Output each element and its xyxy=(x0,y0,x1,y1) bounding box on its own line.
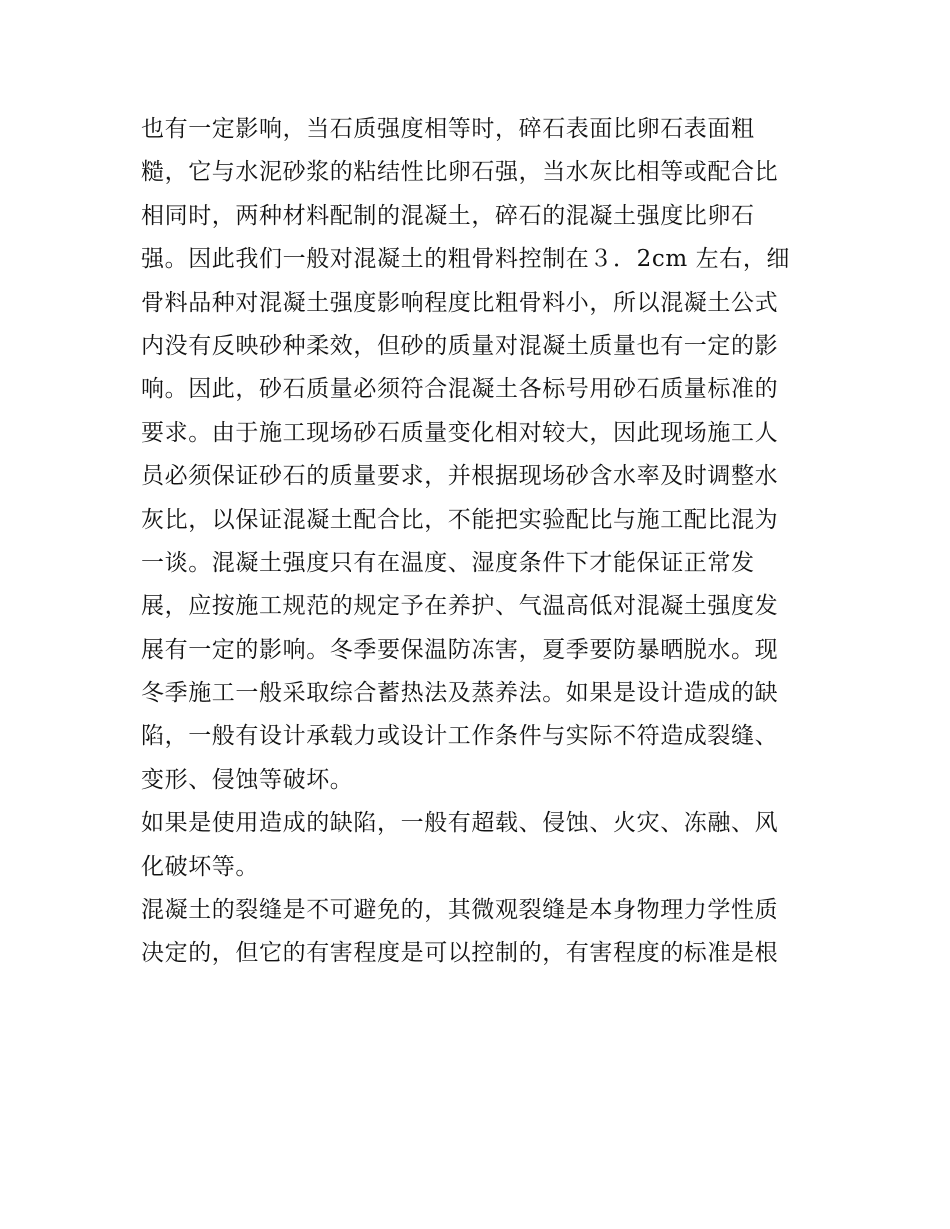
text-line: 化破坏等。 xyxy=(141,853,259,880)
text-line: 强。因此我们一般对混凝土的粗骨料控制在３．2cm 左右，细 xyxy=(141,246,791,273)
text-line: 陷，一般有设计承载力或设计工作条件与实际不符造成裂缝、 xyxy=(141,723,779,750)
text-line: 相同时，两种材料配制的混凝土，碎石的混凝土强度比卵石 xyxy=(141,202,755,229)
text-line: 一谈。混凝土强度只有在温度、湿度条件下才能保证正常发 xyxy=(141,549,755,576)
text-line: 内没有反映砂种柔效，但砂的质量对混凝土质量也有一定的影 xyxy=(141,332,779,359)
text-line: 展有一定的影响。冬季要保温防冻害，夏季要防暴晒脱水。现 xyxy=(141,636,779,663)
text-line: 灰比，以保证混凝土配合比，不能把实验配比与施工配比混为 xyxy=(141,506,779,533)
text-line: 骨料品种对混凝土强度影响程度比粗骨料小，所以混凝土公式 xyxy=(141,289,779,316)
text-line: 员必须保证砂石的质量要求，并根据现场砂含水率及时调整水 xyxy=(141,463,779,490)
paragraph-3 xyxy=(141,889,821,976)
paragraph-2 xyxy=(141,802,821,889)
text-line: 如果是使用造成的缺陷，一般有超载、侵蚀、火灾、冻融、风 xyxy=(141,810,779,837)
text-line: 响。因此，砂石质量必须符合混凝土各标号用砂石质量标准的 xyxy=(141,376,779,403)
text-line: 也有一定影响，当石质强度相等时，碎石表面比卵石表面粗 xyxy=(141,116,755,142)
text-line: 冬季施工一般采取综合蓄热法及蒸养法。如果是设计造成的缺 xyxy=(141,680,779,707)
text-line: 糙，它与水泥砂浆的粘结性比卵石强，当水灰比相等或配合比 xyxy=(141,159,779,186)
document-body xyxy=(141,108,821,976)
paragraph-1 xyxy=(141,108,821,802)
text-line: 混凝土的裂缝是不可避免的，其微观裂缝是本身物理力学性质 xyxy=(141,897,779,924)
text-line: 展，应按施工规范的规定予在养护、气温高低对混凝土强度发 xyxy=(141,593,779,620)
text-line: 要求。由于施工现场砂石质量变化相对较大，因此现场施工人 xyxy=(141,419,779,446)
text-line: 变形、侵蚀等破坏。 xyxy=(141,766,354,793)
text-line: 决定的，但它的有害程度是可以控制的，有害程度的标准是根 xyxy=(141,940,779,967)
